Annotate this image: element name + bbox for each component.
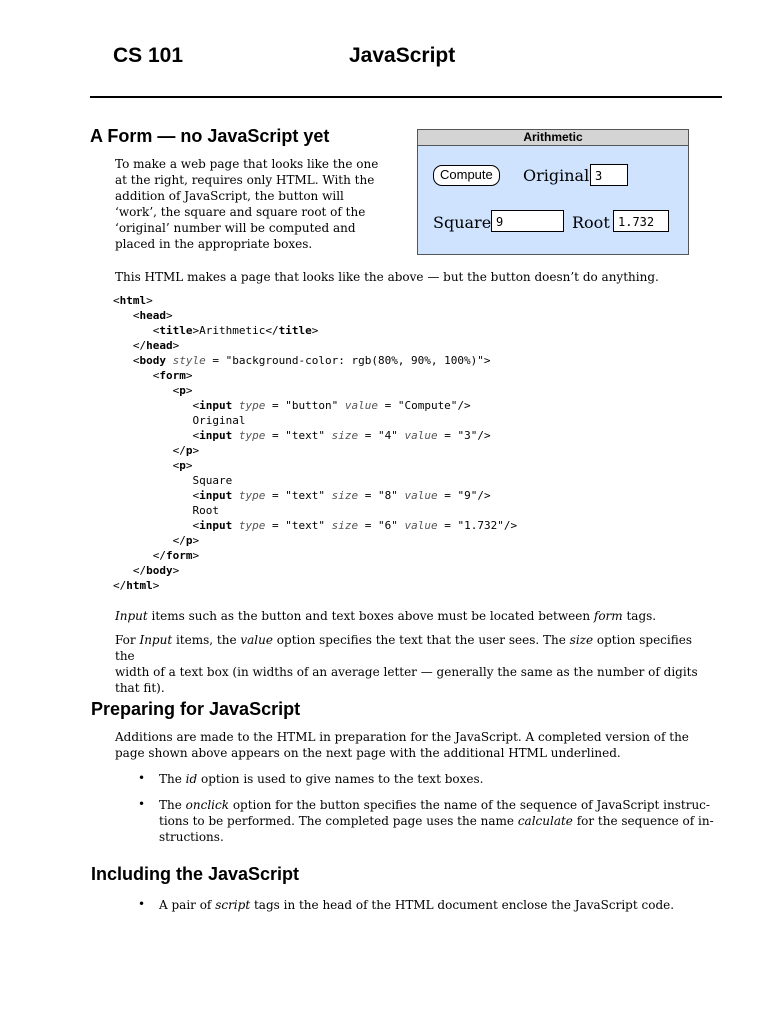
paragraph-line: tions to be performed. The completed page uses the name calculate for the sequence of in-: [159, 814, 714, 828]
course-title: CS 101: [113, 44, 184, 67]
code-line: Root: [192, 504, 219, 517]
code-line: <html>: [113, 294, 153, 307]
section-heading-including: Including the JavaScript: [91, 864, 300, 884]
code-line: <input type = "text" size = "8" value = "9"/>: [113, 489, 491, 502]
paragraph-line: Additions are made to the HTML in preparation for the JavaScript. A completed version of the: [115, 730, 689, 744]
intro-line: at the right, requires only HTML. With the: [115, 173, 375, 187]
paragraph-line: width of a text box (in widths of an average letter — generally the same as the number of digits: [115, 665, 698, 679]
bullet-script-tags: A pair of script tags in the head of the HTML document enclose the JavaScript code.: [159, 898, 675, 912]
section-heading-preparing: Preparing for JavaScript: [91, 699, 301, 719]
input-location-paragraph: Input items such as the button and text boxes above must be located between form tags.: [115, 609, 657, 623]
root-label: Root: [572, 213, 610, 232]
intro-line: ‘work’, the square and square root of the: [115, 205, 366, 219]
code-line: </form>: [113, 549, 200, 562]
paragraph-line: For Input items, the value option specifies the text that the user sees. The size option specifies the: [115, 633, 692, 663]
lead-paragraph: This HTML makes a page that looks like the above — but the button doesn’t do anything.: [115, 270, 659, 284]
code-line: </p>: [113, 444, 200, 457]
bullet-marker: •: [138, 797, 146, 811]
code-line: Original: [192, 414, 246, 427]
intro-line: To make a web page that looks like the one: [115, 157, 379, 171]
intro-paragraph: [115, 156, 405, 252]
code-line: <title>Arithmetic</title>: [113, 324, 319, 337]
code-line: <form>: [113, 369, 193, 382]
square-field[interactable]: 9: [491, 210, 564, 232]
original-label: Original: [523, 166, 590, 185]
code-line: <body style = "background-color: rgb(80%, 90%, 100%)">: [113, 354, 491, 367]
paragraph-line: The onclick option for the button specifies the name of the sequence of JavaScript instruc-: [159, 798, 710, 812]
intro-line: placed in the appropriate boxes.: [115, 237, 313, 251]
code-line: Square: [192, 474, 233, 487]
bullet-marker: •: [138, 771, 146, 785]
paragraph-line: that fit).: [115, 681, 165, 695]
bullet-onclick-option: [159, 797, 719, 845]
intro-line: addition of JavaScript, the button will: [115, 189, 344, 203]
code-line: <input type = "text" size = "6" value = "1.732"/>: [113, 519, 518, 532]
bullet-marker: •: [138, 897, 146, 911]
original-field[interactable]: 3: [590, 164, 628, 186]
code-line: </p>: [113, 534, 200, 547]
section-heading-form: A Form — no JavaScript yet: [90, 126, 330, 146]
html-code-listing: [113, 293, 517, 593]
code-line: <input type = "button" value = "Compute"/>: [113, 399, 471, 412]
value-size-paragraph: [115, 632, 715, 696]
code-line: <p>: [113, 459, 193, 472]
code-line: </html>: [113, 579, 160, 592]
square-label: Square: [433, 213, 492, 232]
intro-line: ‘original’ number will be computed and: [115, 221, 356, 235]
root-field[interactable]: 1.732: [613, 210, 669, 232]
paragraph-line: page shown above appears on the next page with the additional HTML underlined.: [115, 746, 621, 760]
paragraph-line: structions.: [159, 830, 224, 844]
code-line: <head>: [113, 309, 173, 322]
arithmetic-demo-window: [417, 129, 689, 255]
code-line: </body>: [113, 564, 180, 577]
page-title: JavaScript: [349, 44, 456, 67]
code-line: </head>: [113, 339, 180, 352]
demo-window-title: Arithmetic: [418, 130, 688, 146]
preparing-paragraph: [115, 729, 715, 761]
bullet-id-option: The id option is used to give names to the text boxes.: [159, 772, 484, 786]
compute-button[interactable]: Compute: [433, 165, 500, 186]
header-rule: [90, 96, 722, 98]
code-line: <p>: [113, 384, 193, 397]
code-line: <input type = "text" size = "4" value = "3"/>: [113, 429, 491, 442]
